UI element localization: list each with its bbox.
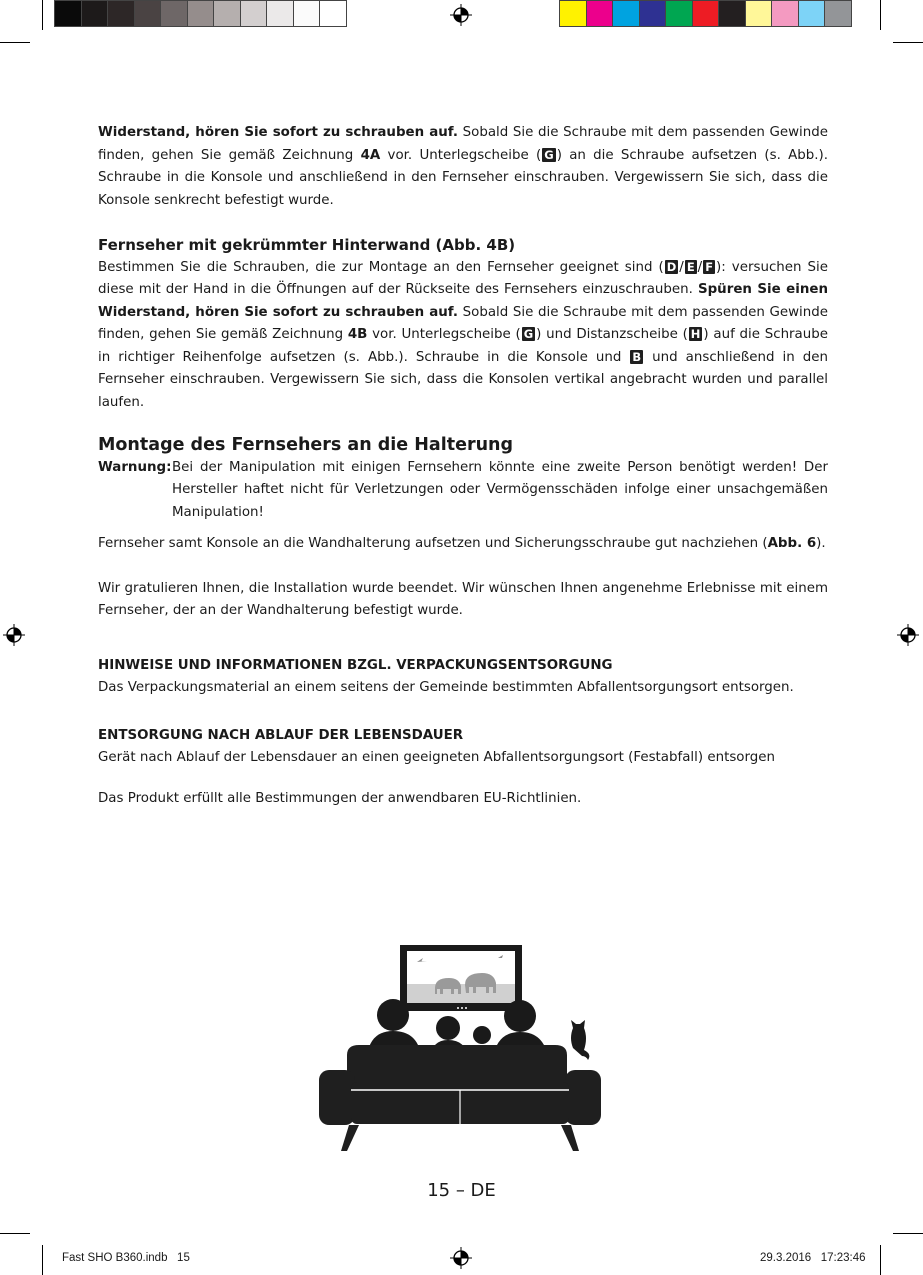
color-swatch [81,0,109,27]
trim-mark [893,42,923,43]
text-run: ): versuchen Sie diese mit der Hand in die Öffnungen auf der Rückseite des Fernsehers einzuschrauben. [98,259,828,297]
text-run: Sobald Sie die Schraube mit dem passenden Gewinde finden, gehen Sie gemäß Zeichnung [98,304,828,342]
trim-mark [880,1245,881,1275]
part-label-f: F [705,259,714,274]
trim-mark [0,42,30,43]
text-run: Bestimmen Sie die Schrauben, die zur Montage an den Fernseher geeignet sind ( [98,259,664,275]
part-label-g: G [544,147,554,162]
paragraph-disposal: Gerät nach Ablauf der Lebensdauer an einen geeigneten Abfallentsorgungsort (Festabfall) entsorgen [98,750,775,765]
registration-mark-icon [450,1247,472,1269]
part-label-h: H [690,327,701,341]
trim-mark [42,0,43,30]
figure-reference: 4B [347,327,368,342]
color-swatch [319,0,347,27]
text-run: und anschließend in den Fernseher einschrauben. Vergewissern Sie sich, dass die Konsolen vertikal angebracht wurden und parallel laufen. [98,349,828,410]
color-swatch [771,0,799,27]
part-label-e: E [686,259,695,274]
part-label-d: D [666,259,677,274]
part-label-b: B [632,349,642,364]
registration-mark-icon [3,624,25,646]
paragraph-mount [98,533,828,556]
paragraph-curved-back [98,257,828,415]
bold-warning-text: Spüren Sie einen Widerstand, hören Sie sofort zu schrauben auf. [98,282,828,320]
color-swatch-strip [559,0,851,29]
color-swatch [160,0,188,27]
color-swatch [586,0,614,27]
figure-reference: Abb. 6 [767,536,817,551]
separator: / [697,259,703,275]
text-run: vor. Unterlegscheibe ( [380,147,542,163]
color-swatch [559,0,587,27]
text-run: Fernseher samt Konsole an die Wandhalterung aufsetzen und Sicherungsschraube gut nachziehen ( [98,536,768,551]
trim-mark [42,1245,43,1275]
text-run: ). [816,536,826,551]
text-run: ) und Distanzscheibe ( [536,327,688,342]
color-swatch [293,0,321,27]
family-watching-tv-illustration [315,940,605,1160]
color-swatch [665,0,693,27]
color-swatch [266,0,294,27]
color-swatch [240,0,268,27]
text-run: vor. Unterlegscheibe ( [367,327,521,342]
color-swatch [107,0,135,27]
text-run: ) an die Schraube aufsetzen (s. Abb.). Schraube in die Konsole und anschließend in den Fernseher einschrauben. Vergewissern Sie sich, dass die Konsole senkrecht befestigt wurde. [98,147,829,208]
color-swatch [187,0,215,27]
bold-lead-text: Widerstand, hören Sie sofort zu schrauben auf. [98,125,458,140]
footer-datetime: 29.3.2016 17:23:46 [760,1252,866,1264]
warning-label: Warnung: [98,459,172,475]
color-swatch [745,0,773,27]
part-label-g: G [523,327,534,341]
color-swatch [612,0,640,27]
registration-mark-icon [897,624,919,646]
warning-text: Bei der Manipulation mit einigen Fernsehern könnte eine zweite Person benötigt werden! Der Hersteller haftet nicht für Verletzungen oder Vermögensschäden infolge einer unsachgemäßen Manipulation! [172,459,828,520]
section-heading-curved: Fernseher mit gekrümmter Hinterwand (Abb. 4B) [98,236,516,254]
paragraph-packaging: Das Verpackungsmaterial an einem seitens der Gemeinde bestimmten Abfallentsorgungsort entsorgen. [98,680,794,695]
gray-swatch-strip [54,0,346,29]
separator: / [679,259,684,275]
paragraph-congrats: Wir gratulieren Ihnen, die Installation wurde beendet. Wir wünschen Ihnen angenehme Erlebnisse mit einem Fernseher, der an der Wandhalterung befestigt wurde. [98,580,828,618]
page-number: 15 – DE [427,1180,496,1201]
section-heading-packaging: HINWEISE UND INFORMATIONEN BZGL. VERPACKUNGSENTSORGUNG [98,657,613,673]
color-swatch [213,0,241,27]
paragraph-eu: Das Produkt erfüllt alle Bestimmungen der anwendbaren EU-Richtlinien. [98,790,582,806]
section-heading-mount: Montage des Fernsehers an die Halterung [98,435,514,455]
footer-file-info: Fast SHO B360.indb 15 [62,1252,190,1264]
registration-mark-icon [450,4,472,26]
text-run: ) auf die Schraube in richtiger Reihenfolge aufsetzen (s. Abb.). Schraube in die Konsole und [98,327,828,365]
color-swatch [824,0,852,27]
color-swatch [134,0,162,27]
color-swatch [718,0,746,27]
color-swatch [639,0,667,27]
warning-block [98,457,828,525]
figure-reference: 4A [360,147,381,163]
paragraph-flat-back [98,122,828,212]
page-content [98,122,828,810]
trim-mark [880,0,881,30]
trim-mark [0,1233,30,1234]
color-swatch [54,0,82,27]
color-swatch [692,0,720,27]
trim-mark [893,1233,923,1234]
color-swatch [798,0,826,27]
text-run: Sobald Sie die Schraube mit dem passenden Gewinde finden, gehen Sie gemäß Zeichnung [98,125,828,163]
section-heading-disposal: ENTSORGUNG NACH ABLAUF DER LEBENSDAUER [98,727,464,743]
